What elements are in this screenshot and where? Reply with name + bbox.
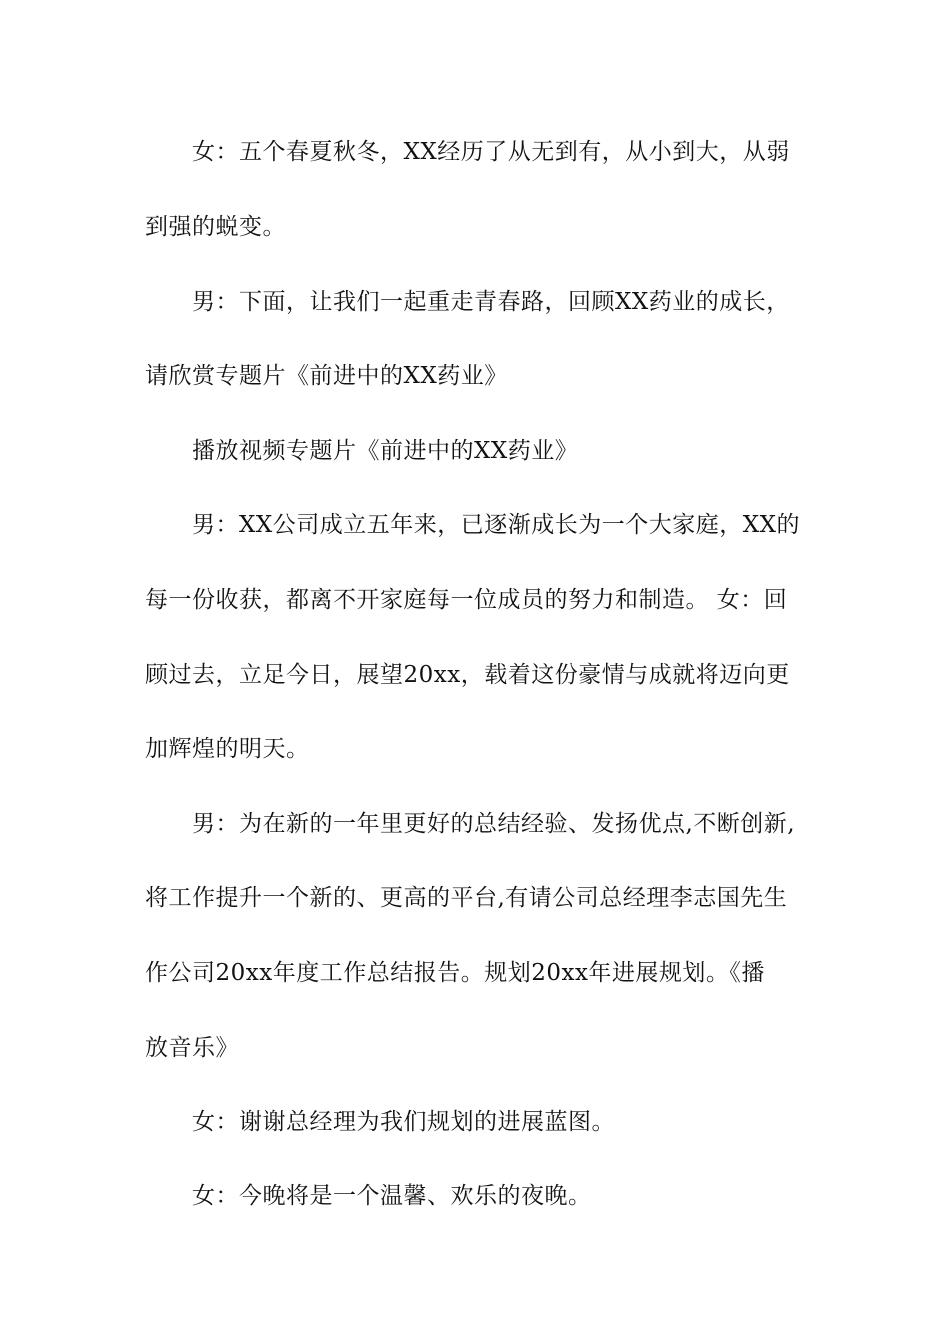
paragraph-line: 作公司20xx年度工作总结报告。规划20xx年进展规划。《播 bbox=[145, 960, 765, 986]
paragraph-line: 顾过去，立足今日，展望20xx，载着这份豪情与成就将迈向更 bbox=[145, 662, 790, 688]
paragraph-line: 放音乐》 bbox=[145, 1035, 239, 1061]
paragraph-line: 女：今晚将是一个温馨、欢乐的夜晚。 bbox=[192, 1183, 592, 1209]
paragraph-line: 男：XX公司成立五年来，已逐渐成长为一个大家庭，XX的 bbox=[192, 512, 800, 538]
paragraph-line: 加辉煌的明天。 bbox=[145, 736, 310, 762]
paragraph-line: 请欣赏专题片《前进中的XX药业》 bbox=[145, 363, 508, 389]
paragraph-line: 播放视频专题片《前进中的XX药业》 bbox=[192, 438, 579, 464]
paragraph-line: 每一份收获，都离不开家庭每一位成员的努力和制造。 女：回 bbox=[145, 587, 788, 613]
paragraph-line: 女：五个春夏秋冬，XX经历了从无到有，从小到大，从弱 bbox=[192, 139, 790, 165]
paragraph-line: 女：谢谢总经理为我们规划的进展蓝图。 bbox=[192, 1109, 615, 1135]
paragraph-line: 将工作提升一个新的、更高的平台,有请公司总经理李志国先生 bbox=[145, 885, 788, 911]
paragraph-line: 男：为在新的一年里更好的总结经验、发扬优点,不断创新, bbox=[192, 811, 796, 837]
paragraph-line: 到强的蜕变。 bbox=[145, 214, 286, 240]
paragraph-line: 男：下面，让我们一起重走青春路，回顾XX药业的成长， bbox=[192, 289, 790, 315]
